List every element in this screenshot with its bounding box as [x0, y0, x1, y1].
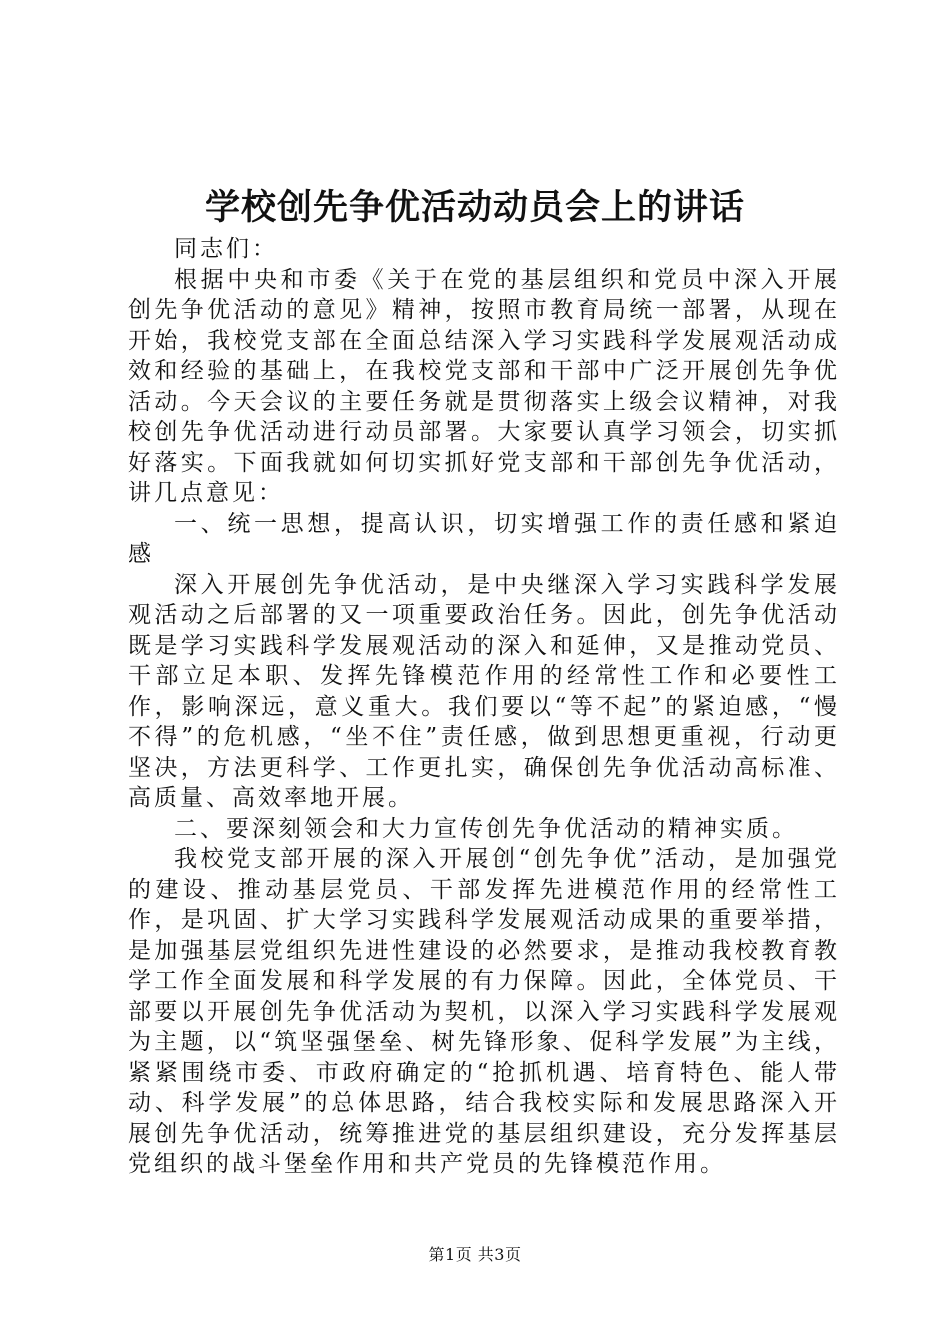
document-title: 学校创先争优活动动员会上的讲话	[204, 187, 745, 228]
greeting: 同志们：	[174, 236, 278, 262]
section-heading-2: 二、要深刻领会和大力宣传创先争优活动的精神实质。	[174, 815, 798, 842]
document-body	[128, 234, 840, 1180]
page-number: 第1页 共3页	[428, 1245, 522, 1264]
paragraph-section-2: 我校党支部开展的深入开展创“创先争优”活动，是加强党的建设、推动基层党员、干部发挥先进模范作用的经常性工作，是巩固、扩大学习实践科学发展观活动成果的重要举措，是加强基层党组织先进性建设的必然要求，是推动我校教育教学工作全面发展和科学发展的有力保障。因此，全体党员、干部要以开展创先争优活动为契机，以深入学习实践科学发展观为主题，以“筑坚强堡垒、树先锋形象、促科学发展”为主线，紧紧围绕市委、市政府确定的“抢抓机遇、培育特色、能人带动、科学发展”的总体思路，结合我校实际和发展思路深入开展创先争优活动，统筹推进党的基层组织建设，充分发挥基层党组织的战斗堡垒作用和共产党员的先锋模范作用。	[128, 846, 840, 1177]
paragraph-section-1: 深入开展创先争优活动，是中央继深入学习实践科学发展观活动之后部署的又一项重要政治任务。因此，创先争优活动既是学习实践科学发展观活动的深入和延伸，又是推动党员、干部立足本职、发挥先锋模范作用的经常性工作和必要性工作，影响深远，意义重大。我们要以“等不起”的紧迫感，“慢不得”的危机感，“坐不住”责任感，做到思想更重视，行动更坚决，方法更科学、工作更扎实，确保创先争优活动高标准、高质量、高效率地开展。	[128, 571, 840, 811]
paragraph-intro: 根据中央和市委《关于在党的基层组织和党员中深入开展创先争优活动的意见》精神，按照市教育局统一部署，从现在开始，我校党支部在全面总结深入学习实践科学发展观活动成效和经验的基础上，在我校党支部和干部中广泛开展创先争优活动。今天会议的主要任务就是贯彻落实上级会议精神，对我校创先争优活动进行动员部署。大家要认真学习领会，切实抓好落实。下面我就如何切实抓好党支部和干部创先争优活动，讲几点意见：	[128, 266, 840, 506]
section-heading-1: 一、统一思想，提高认识，切实增强工作的责任感和紧迫感	[128, 510, 840, 567]
